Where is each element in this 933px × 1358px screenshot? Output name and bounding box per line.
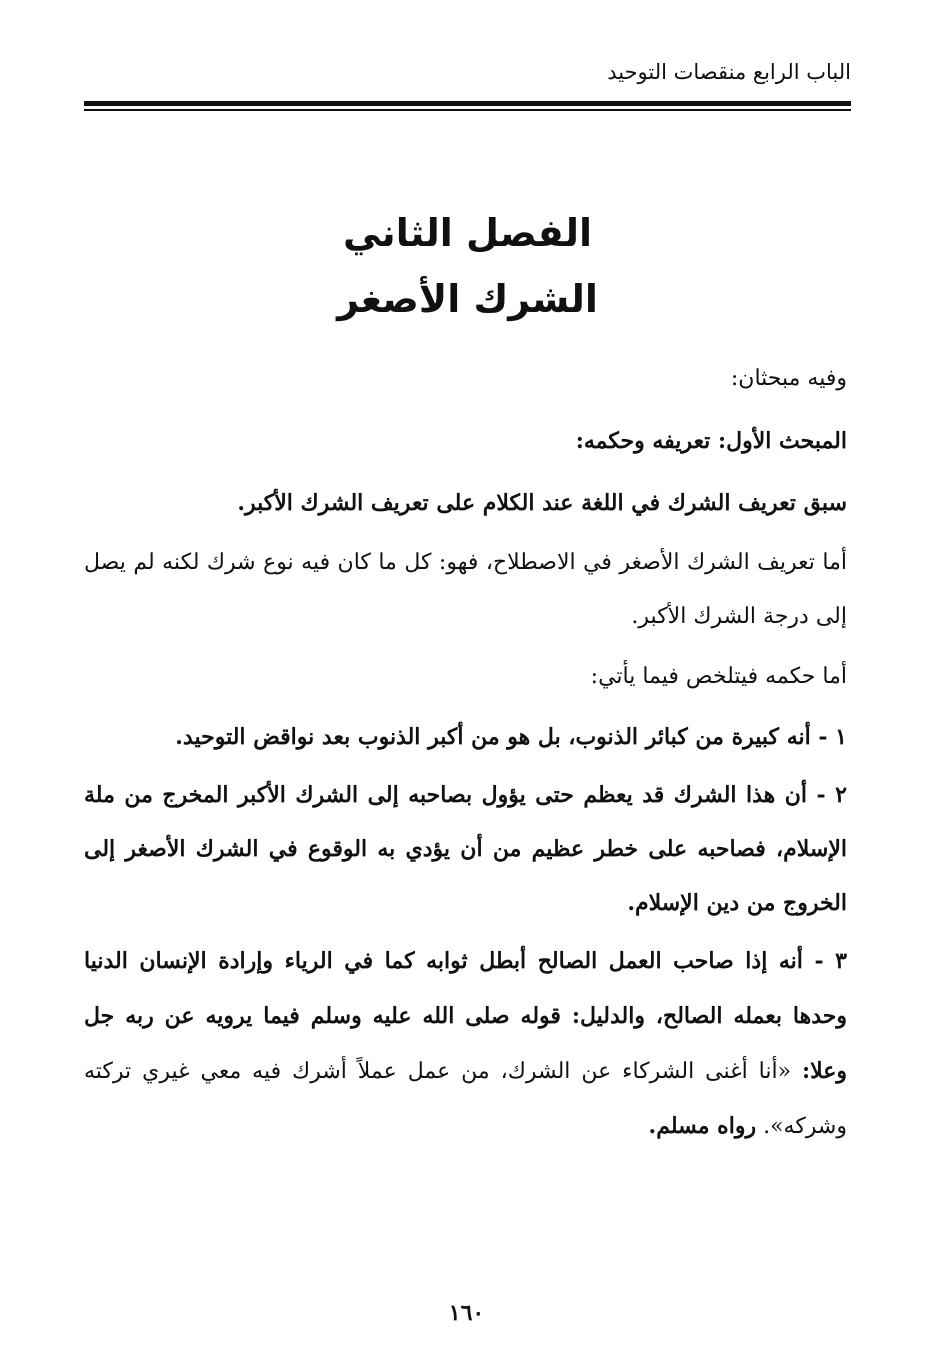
chapter-title-line-2: الشرك الأصغر [337,277,598,321]
body-text [84,352,847,1158]
page-number: ١٦٠ [448,1300,485,1326]
header-rule-thin [84,109,851,111]
ruling-item-2: ٢ - أن هذا الشرك قد يعظم حتى يؤول بصاحبه إلى الشرك الأكبر المخرج من ملة الإسلام، فصاحبه على خطر عظيم من أن يؤدي به الوقوع في الشرك الأصغر إلى الخروج من دين الإسلام. [84,782,847,916]
ruling-item-1: ١ - أنه كبيرة من كبائر الذنوب، بل هو من أكبر الذنوب بعد نواقض التوحيد. [175,724,847,750]
chapter-title-line-1: الفصل الثاني [342,211,593,255]
hadith-quote: «أنا أغنى الشركاء عن الشرك، من عمل عملاً أشرك فيه معي غيري تركته وشركه». [84,1059,847,1139]
running-header: الباب الرابع منقصات التوحيد [607,60,851,84]
ruling-item-3 [84,934,847,1154]
intro-line: وفيه مبحثان: [730,366,847,391]
paragraph-ruling-intro: أما حكمه فيتلخص فيما يأتي: [590,664,847,689]
paragraph-linguistic-definition: سبق تعريف الشرك في اللغة عند الكلام على تعريف الشرك الأكبر. [237,490,847,516]
section-heading: المبحث الأول: تعريفه وحكمه: [575,428,847,454]
paragraph-technical-definition: أما تعريف الشرك الأصغر في الاصطلاح، فهو: كل ما كان فيه نوع شرك لكنه لم يصل إلى درجة الشرك الأكبر. [84,550,847,629]
ruling-list [84,710,847,1154]
chapter-title [84,200,851,332]
ruling-item-3-text: ٣ - أنه إذا صاحب العمل الصالح أبطل ثوابه كما في الرياء وإرادة الإنسان الدنيا وحدها بعمله الصالح، والدليل: قوله صلى الله عليه وسلم فيما يرويه عن ربه جل وعلا: [84,948,847,1084]
header-rule-thick [84,101,851,106]
hadith-source: رواه مسلم. [648,1113,757,1139]
